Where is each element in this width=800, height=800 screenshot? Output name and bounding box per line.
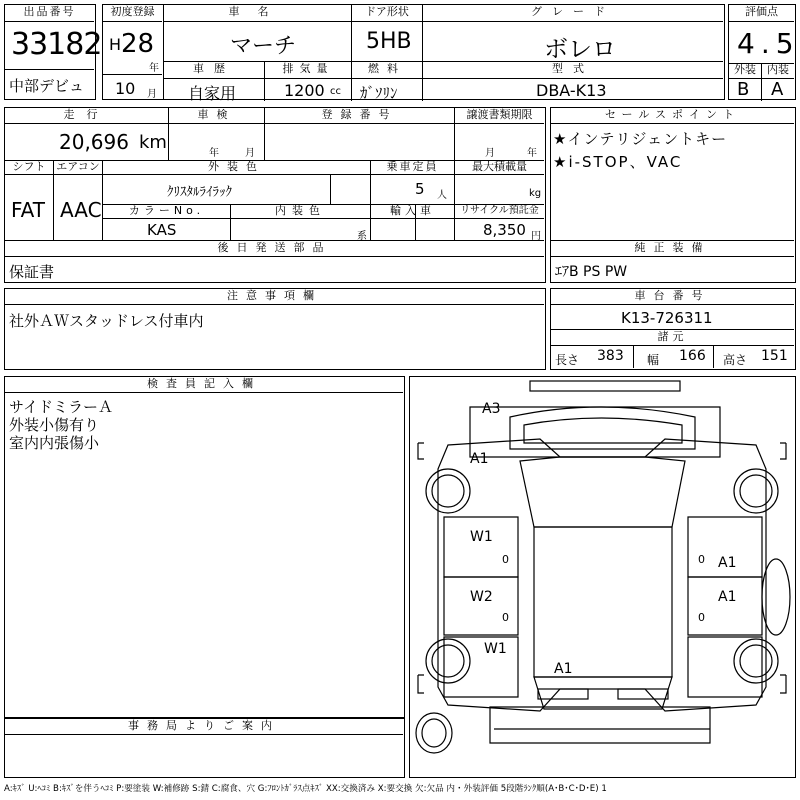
load-label: 最大積載量 xyxy=(472,160,527,173)
reg-year-unit: 年 xyxy=(149,63,159,74)
displacement: 1200 xyxy=(284,81,325,100)
displacement-unit: cc xyxy=(330,86,341,97)
exterior-label: 外装 xyxy=(734,63,756,76)
car-diagram-svg xyxy=(410,377,794,776)
inspector-line-1: サイドミラーＡ xyxy=(9,398,113,416)
inspection-label: 車検 xyxy=(197,108,236,121)
mileage-label: 走行 xyxy=(63,108,110,121)
door-label: ドア形状 xyxy=(365,5,409,18)
reg-number-label: 登録番号 xyxy=(321,108,398,121)
genuine: ｴｱB PS PW xyxy=(555,264,628,280)
height-label: 高さ xyxy=(723,353,748,367)
zero-2: 0 xyxy=(502,611,509,624)
car-diagram xyxy=(409,376,796,778)
reg-year: 28 xyxy=(121,29,155,59)
width-label: 幅 xyxy=(647,353,660,367)
mark-a1-rear: A1 xyxy=(554,661,573,677)
interior-color-label: 内装色 xyxy=(275,204,326,217)
spec-box xyxy=(4,107,546,283)
header-box xyxy=(163,4,725,103)
first-reg-box xyxy=(102,4,164,100)
grade: ボレロ xyxy=(544,35,616,63)
zero-4: 0 xyxy=(698,611,705,624)
inspection-month-unit: 月 xyxy=(245,148,255,159)
score: 4.5 xyxy=(737,27,800,60)
zero-3: 0 xyxy=(698,553,705,566)
interior-color-unit: 系 xyxy=(357,231,367,242)
notes-box xyxy=(4,288,546,370)
mark-w2-left-rear: W2 xyxy=(470,589,493,605)
inspector-line-3: 室内内張傷小 xyxy=(9,434,100,452)
door-type: 5HB xyxy=(366,29,412,54)
transfer-label: 譲渡書類期限 xyxy=(466,108,533,121)
grade-label: グレード xyxy=(531,5,615,18)
load-unit: kg xyxy=(529,188,542,199)
inspection-year-unit: 年 xyxy=(209,148,219,159)
first-reg-label: 初度登録 xyxy=(110,5,155,18)
chassis-label: 車台番号 xyxy=(634,289,711,302)
lot-label: 出品番号 xyxy=(23,5,76,18)
recycle-unit: 円 xyxy=(531,231,541,242)
era: H xyxy=(109,35,122,54)
sales-point-2: ★i-STOP、VAC xyxy=(553,153,683,171)
zero-1: 0 xyxy=(502,553,509,566)
mark-w1-left-front: W1 xyxy=(470,529,493,545)
interior-label: 内装 xyxy=(767,63,789,76)
dims-label: 諸元 xyxy=(657,330,688,343)
inspector-line-2: 外装小傷有り xyxy=(9,416,100,434)
score-box xyxy=(728,4,800,100)
mileage: 20,696 xyxy=(59,130,129,154)
width: 166 xyxy=(679,348,706,364)
length: 383 xyxy=(597,348,624,364)
chassis-box xyxy=(550,288,796,370)
fuel: ｶﾞｿﾘﾝ xyxy=(360,84,398,102)
chassis-number: K13-726311 xyxy=(621,309,713,327)
car-name: マーチ xyxy=(230,34,297,59)
shift: FAT xyxy=(11,198,46,222)
legend: A:ｷｽﾞ U:ﾍｺﾐ B:ｷｽﾞを伴うﾍｺﾐ P:要塗装 W:補修跡 S:錆 C:腐食、穴 G:ﾌﾛﾝﾄｶﾞﾗｽ点ｷｽﾞ XX:交換済み X:要交換 欠:欠品 内・外装評価 5段階ﾗﾝｸ順(A･B･C･D･E) 1 xyxy=(4,784,607,794)
length-label: 長さ xyxy=(555,353,580,367)
capacity-label: 乗車定員 xyxy=(386,160,439,173)
mark-a3: A3 xyxy=(482,401,501,417)
displacement-label: 排気量 xyxy=(282,62,334,75)
history: 自家用 xyxy=(188,84,237,103)
ac: AAC xyxy=(60,198,102,222)
interior-grade: A xyxy=(771,79,784,100)
transfer-month-unit: 月 xyxy=(485,148,495,159)
sales-point-1: ★インテリジェントキー xyxy=(553,130,728,148)
recycle: 8,350 xyxy=(483,221,526,239)
mark-w1-left-wheel: W1 xyxy=(484,641,507,657)
import-label: 輸入車 xyxy=(390,204,435,217)
history-label: 車歴 xyxy=(193,62,235,75)
mark-a1-right-rear: A1 xyxy=(718,589,737,605)
mark-a1-right-front: A1 xyxy=(718,555,737,571)
later-parts: 保証書 xyxy=(9,263,55,281)
car-name-label: 車名 xyxy=(228,5,287,18)
lot-number: 33182 xyxy=(11,27,102,62)
color-no-label: カラーNo. xyxy=(128,204,205,217)
lot-box xyxy=(4,4,102,100)
later-parts-label: 後日発送部品 xyxy=(217,241,332,254)
model-label: 型式 xyxy=(552,62,594,75)
lot-note: 中部デビュ xyxy=(9,77,85,95)
mileage-unit: km xyxy=(139,132,167,153)
color-no: KAS xyxy=(147,221,177,239)
reg-month-unit: 月 xyxy=(147,89,157,100)
reg-month: 10 xyxy=(115,79,136,98)
genuine-label: 純正装備 xyxy=(634,241,711,254)
sales-box xyxy=(550,107,796,283)
color-label: 外装色 xyxy=(208,160,265,173)
shift-label: シフト xyxy=(12,160,46,173)
score-label: 評価点 xyxy=(745,5,778,18)
transfer-day-unit: 年 xyxy=(527,148,537,159)
recycle-label: リサイクル預託金 xyxy=(460,205,539,216)
fuel-label: 燃料 xyxy=(368,62,406,75)
sales-label: セールスポイント xyxy=(604,108,740,121)
capacity-unit: 人 xyxy=(437,190,447,201)
office-label: 事務局よりご案内 xyxy=(128,719,280,732)
notes: 社外ＡＷスタッドレス付車内 xyxy=(9,312,204,330)
height: 151 xyxy=(761,348,788,364)
notes-label: 注意事項欄 xyxy=(227,289,322,302)
capacity: 5 xyxy=(415,180,425,198)
model: DBA-K13 xyxy=(536,81,607,100)
inspector-box xyxy=(4,376,405,718)
office-box xyxy=(4,718,405,778)
exterior-grade: B xyxy=(737,79,750,100)
ac-label: エアコン xyxy=(56,160,100,173)
mark-a1-front: A1 xyxy=(470,451,489,467)
color: ｸﾘｽﾀﾙﾗｲﾗｯｸ xyxy=(167,185,232,200)
inspector-label: 検査員記入欄 xyxy=(147,377,261,390)
